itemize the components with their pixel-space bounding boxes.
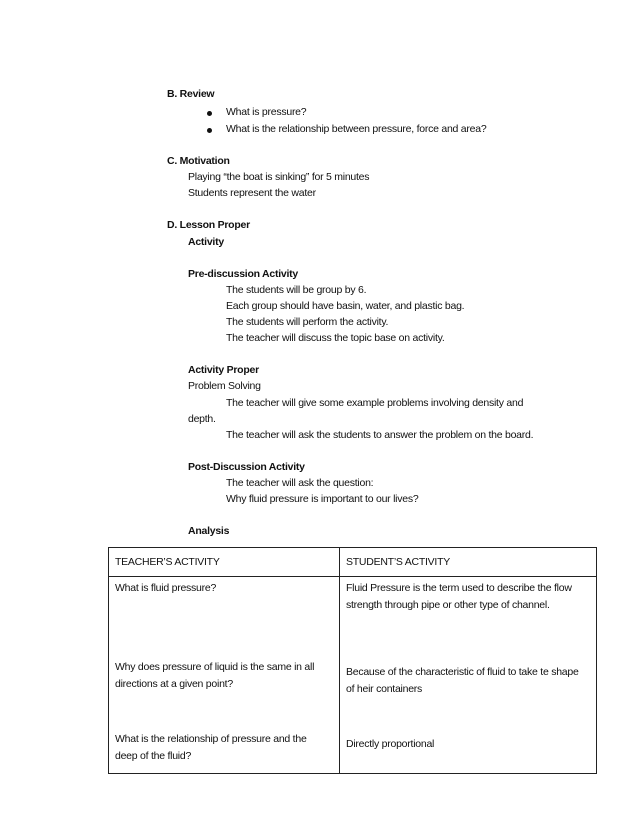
activity-proper-line-1: The teacher will give some example problems involving density and <box>226 397 524 409</box>
student-answer-3: Directly proportional <box>346 738 435 750</box>
lesson-heading: D. Lesson Proper <box>167 219 250 231</box>
review-bullet-2: What is the relationship between pressure, force and area? <box>226 123 487 135</box>
bullet-dot <box>207 128 212 133</box>
prediscussion-line-2: Each group should have basin, water, and plastic bag. <box>226 300 465 312</box>
prediscussion-line-1: The students will be group by 6. <box>226 284 367 296</box>
teacher-question-1: What is fluid pressure? <box>115 582 217 594</box>
student-answer-1: Fluid Pressure is the term used to describe the flow strength through pipe or other type of channel. <box>346 582 572 611</box>
table-header-row <box>109 548 597 577</box>
activity-proper-line-1-cont: depth. <box>188 413 216 425</box>
activity-proper-label: Activity Proper <box>188 364 259 376</box>
student-activity-cell <box>340 577 597 774</box>
teacher-question-3: What is the relationship of pressure and the deep of the fluid? <box>115 733 307 762</box>
motivation-line-1: Playing “the boat is sinking” for 5 minutes <box>188 171 370 183</box>
postdiscussion-line-1: The teacher will ask the question: <box>226 477 374 489</box>
table-row <box>109 577 597 774</box>
activity-proper-line-2: The teacher will ask the students to answer the problem on the board. <box>226 429 534 441</box>
review-bullet-1: What is pressure? <box>226 106 307 118</box>
postdiscussion-label: Post-Discussion Activity <box>188 461 305 473</box>
student-activity-header: STUDENT’S ACTIVITY <box>340 548 597 577</box>
prediscussion-label: Pre-discussion Activity <box>188 268 298 280</box>
teacher-activity-cell <box>109 577 340 774</box>
activity-label: Activity <box>188 236 224 248</box>
problem-solving-label: Problem Solving <box>188 380 261 392</box>
teacher-question-2: Why does pressure of liquid is the same in all directions at a given point? <box>115 661 315 690</box>
bullet-dot <box>207 111 212 116</box>
analysis-label: Analysis <box>188 525 230 537</box>
motivation-line-2: Students represent the water <box>188 187 316 199</box>
student-answer-2: Because of the characteristic of fluid to take te shape of heir containers <box>346 666 579 695</box>
activity-table <box>108 547 597 774</box>
motivation-heading: C. Motivation <box>167 155 230 167</box>
teacher-activity-header: TEACHER’S ACTIVITY <box>109 548 340 577</box>
prediscussion-line-3: The students will perform the activity. <box>226 316 389 328</box>
prediscussion-line-4: The teacher will discuss the topic base on activity. <box>226 332 445 344</box>
review-heading: B. Review <box>167 88 215 100</box>
postdiscussion-line-2: Why fluid pressure is important to our lives? <box>226 493 419 505</box>
